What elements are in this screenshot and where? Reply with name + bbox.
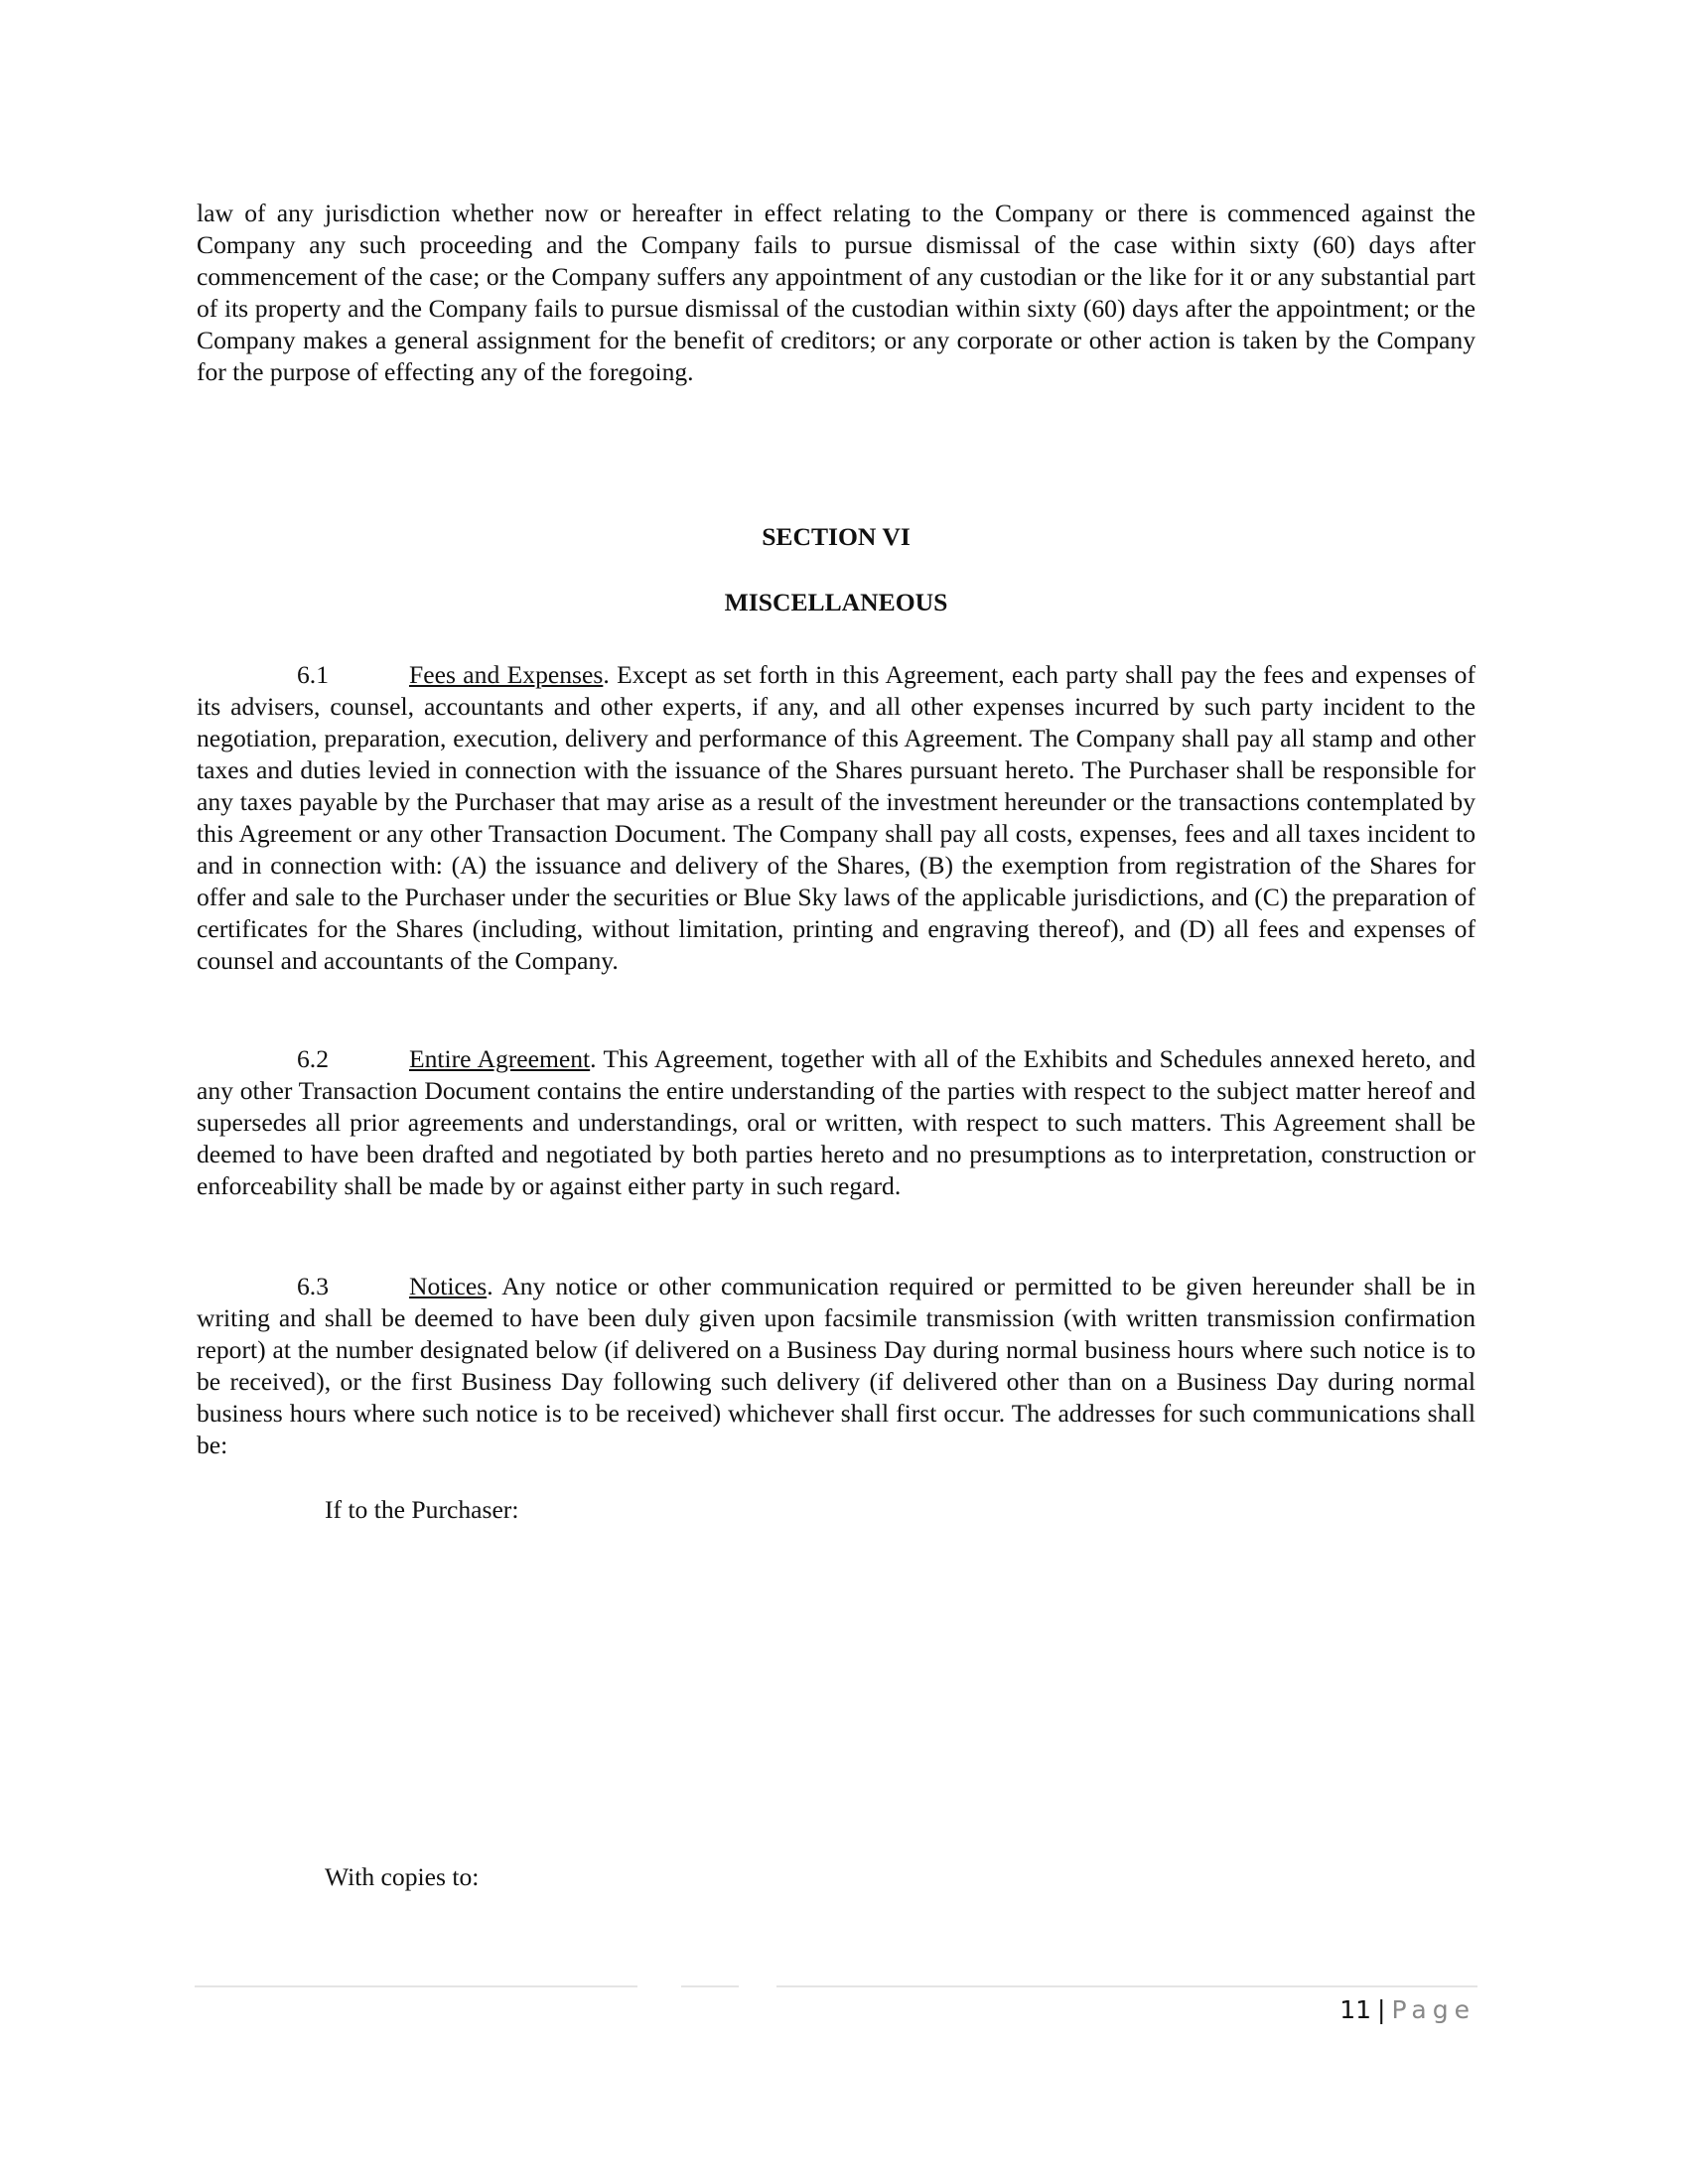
clause-text: . Any notice or other communication required or permitted to be given hereunder shall be in writing and shall be deemed to have been duly given upon facsimile transmission (with written transmission confirmation report) at the number designated below (if delivered on a Business Day during normal business hours where such notice is to be received), or the first Business Day following such delivery (if delivered other than on a Business Day during normal business hours where such notice is to be received) whichever shall first occur. The addresses for such communications shall be: [197,1272,1476,1459]
purchaser-address-label: If to the Purchaser: [325,1495,519,1524]
clause-6-2 [197,1043,1476,1202]
footer-rule [681,1985,739,1987]
copies-address-label: With copies to: [325,1862,480,1891]
section-number: SECTION VI [762,522,911,551]
clause-6-1 [197,659,1476,977]
clause-number: 6.2 [297,1044,329,1073]
clause-text: . This Agreement, together with all of the Exhibits and Schedules annexed hereto, and any other Transaction Document contains the entire understanding of the parties with respect to the subject matter hereof and supersedes all prior agreements and understandings, oral or written, with respect to such matters. This Agreement shall be deemed to have been drafted and negotiated by both parties hereto and no presumptions as to interpretation, construction or enforceability shall be made by or against either party in such regard. [197,1044,1476,1200]
footer-rule [195,1985,637,1987]
clause-heading: Notices [409,1272,488,1300]
clause-6-3 [197,1271,1476,1461]
footer-separator: | [1377,1995,1386,2024]
clause-number: 6.1 [297,660,329,689]
continuation-paragraph: law of any jurisdiction whether now or hereafter in effect relating to the Company or there is commenced against the Company any such proceeding and the Company fails to pursue dismissal of the case within sixty (60) days after commencement of the case; or the Company suffers any appointment of any custodian or the like for it or any substantial part of its property and the Company fails to pursue dismissal of the custodian within sixty (60) days after the appointment; or the Company makes a general assignment for the benefit of creditors; or any corporate or other action is taken by the Company for the purpose of effecting any of the foregoing. [197,199,1476,386]
section-title: MISCELLANEOUS [724,588,948,616]
page-number-footer [1339,1995,1476,2024]
page-number: 11 [1339,1995,1372,2024]
footer-rule [776,1985,1477,1987]
clause-number: 6.3 [297,1272,329,1300]
page-word: Page [1391,1995,1476,2024]
clause-heading: Fees and Expenses [409,660,604,689]
clause-heading: Entire Agreement [409,1044,591,1073]
clause-text: . Except as set forth in this Agreement, each party shall pay the fees and expenses of its advisers, counsel, accountants and other experts, if any, and all other expenses incurred by such party incident to the negotiation, preparation, execution, delivery and performance of this Agreement. The Company shall pay all stamp and other taxes and duties levied in connection with the issuance of the Shares pursuant hereto. The Purchaser shall be responsible for any taxes payable by the Purchaser that may arise as a result of the investment hereunder or the transactions contemplated by this Agreement or any other Transaction Document. The Company shall pay all costs, expenses, fees and all taxes incident to and in connection with: (A) the issuance and delivery of the Shares, (B) the exemption from registration of the Shares for offer and sale to the Purchaser under the securities or Blue Sky laws of the applicable jurisdictions, and (C) the preparation of certificates for the Shares (including, without limitation, printing and engraving thereof), and (D) all fees and expenses of counsel and accountants of the Company. [197,660,1477,975]
